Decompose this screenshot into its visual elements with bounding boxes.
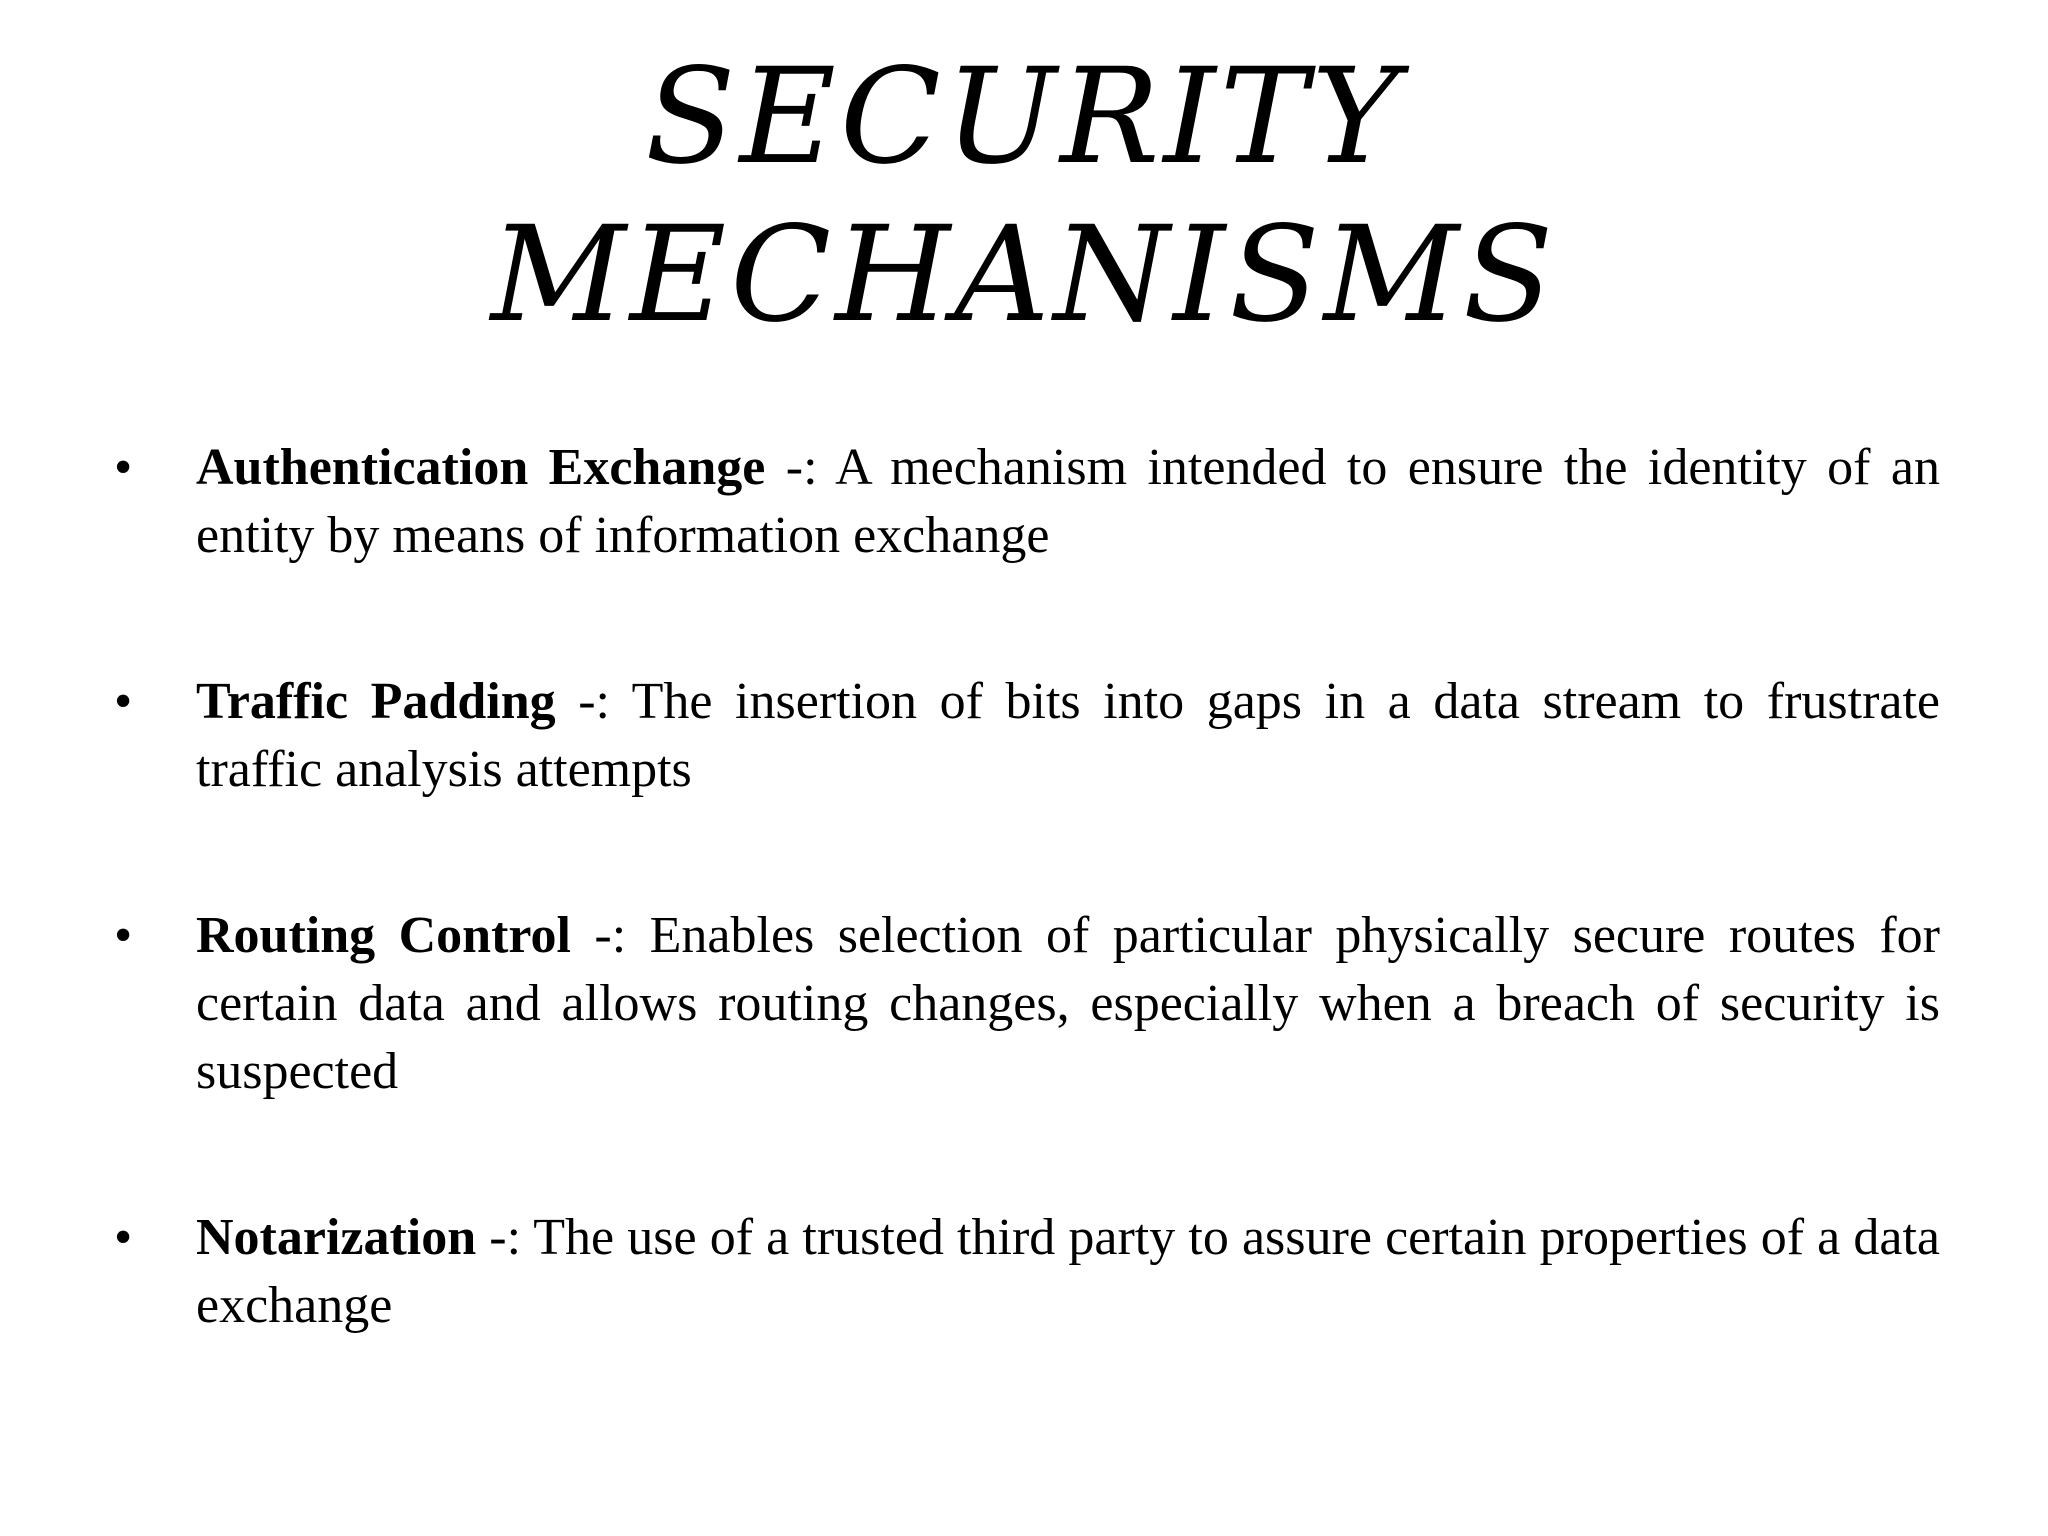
bullet-icon: • [114,439,133,496]
bullet-term: Authentication Exchange [196,439,766,496]
bullet-term: Notarization [196,1209,477,1266]
bullet-description: Enables selection of particular physically secure routes for certain data and allows routing changes, especially when a breach of security is suspected [196,907,1940,1100]
bullet-description: The insertion of bits into gaps in a data stream to frustrate traffic analysis attempts [196,673,1940,798]
bullet-text [196,668,1940,804]
bullet-separator: -: [555,673,632,730]
bullet-text [196,1204,1940,1340]
bullet-description: A mechanism intended to ensure the identity of an entity by means of information exchange [196,439,1940,564]
bullet-term: Traffic Padding [196,673,556,730]
bullet-separator: -: [765,439,836,496]
bullet-text [196,434,1940,570]
bullet-icon: • [114,673,133,730]
bullet-description: The use of a trusted third party to assure certain properties of a data exchange [196,1209,1940,1334]
bullet-separator: -: [570,907,650,964]
bullet-icon: • [114,1209,133,1266]
title-line-2: MECHANISMS [490,198,1558,352]
bullet-separator: -: [476,1209,534,1266]
bullet-text [196,902,1940,1106]
bullet-icon: • [114,907,133,964]
title-line-1: SECURITY [645,40,1403,194]
bullet-term: Routing Control [196,907,571,964]
